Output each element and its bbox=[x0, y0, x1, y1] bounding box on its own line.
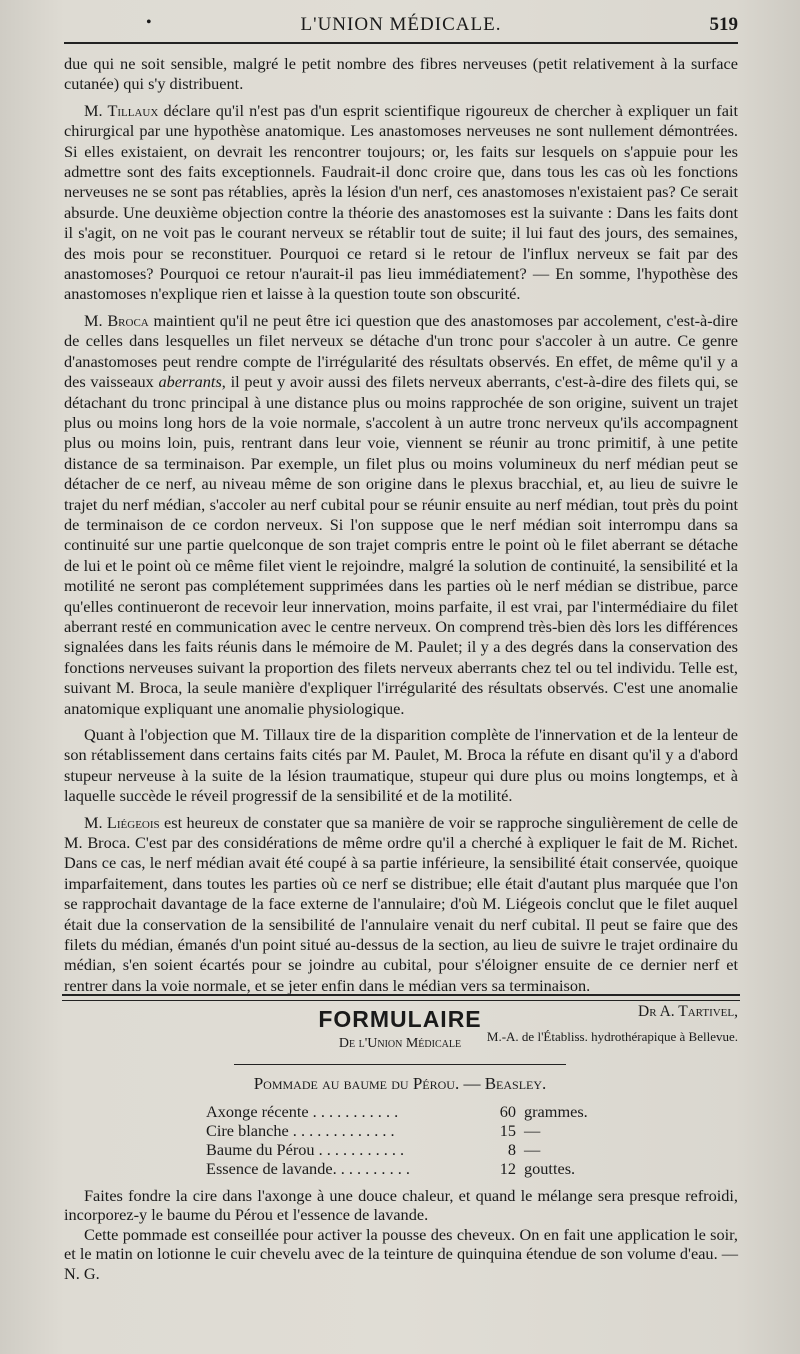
header-ornament: • bbox=[146, 14, 152, 31]
ingredient-name: Baume du Pérou bbox=[206, 1140, 315, 1159]
leader-dots: . . . . . . . . . . . . . bbox=[288, 1121, 395, 1140]
leader-dots: . . . . . . . . . . bbox=[332, 1159, 410, 1178]
paragraph-text: déclare qu'il n'est pas d'un esprit scientifique rigoureux de chercher à expliquer un fait chirurgical par une hypothèse anatomique. Les anastomoses nerveuses ne sont nullement démontrées. Si elles existaient, on devrait les rencontrer toujours; or, les faits sur lesquels on s'appuie pour les admettre sont des faits exceptionnels. Faudrait-il donc croire que, dans tous les cas où les fonctions nerveuses ne se sont pas rétablies, après la lésion d'un nerf, ces anastomoses n'existaient pas? Ce serait absurde. Une deuxième objection contre la théorie des anastomoses est la suivante : Dans les faits dont il s'agit, on ne voit pas le courant nerveux se rétablir tout de suite; il lui faut des jours, des semaines, des mois pour se reconstituer. Pourquoi ce retard si le retour de l'influx nerveux se fait par des anastomoses? Pourquoi ce retour n'aurait-il pas lieu immédiatement? — En somme, l'hypothèse des anastomoses n'explique rien et laisse à la question toute son obscurité. bbox=[64, 100, 739, 304]
paragraph-liegeois bbox=[64, 813, 738, 997]
paragraph-objection: Quant à l'objection que M. Tillaux tire de la disparition complète de l'innervation et de la lenteur de son rétablissement dans certains faits cités par M. Paulet, M. Broca la réfute en disant qu'il y a d'abord stupeur nerveuse à la suite de la lésion traumatique, stupeur qui dure plus ou moins longtemps, et à laquelle succède le réveil progressif de la sensibilité et de la motilité. bbox=[64, 725, 738, 806]
leader-dots: . . . . . . . . . . . bbox=[314, 1140, 405, 1159]
ingredient-quantity: 15 bbox=[499, 1121, 516, 1140]
ingredient-unit: — bbox=[524, 1121, 541, 1140]
paragraph-text: , il peut y avoir aussi des filets nerveux aberrants, c'est-à-dire des filets qui, se détachant du tronc principal à une distance plus ou moins rapprochée de son origine, suivent un trajet plus ou moins long hors de la voie normale, s'accolent à un autre tronc nerveux qu'ils accompagnent plus ou moins loin, puis, rentrant dans leur voie, viennent se réunir au tronc primitif, à une petite distance de sa terminaison. Par exemple, un filet plus ou moins volumineux du nerf médian peut se détacher de ce nerf, au niveau même de son origine dans le plexus bracchial, et, au lieu de suivre le trajet du nerf médian, s'accoler au nerf cubital pour se réunir ensuite au nerf médian, tout près du point de terminaison de ce cordon nerveux. Si l'on suppose que le nerf médian soit interrompu dans sa continuité sur une partie quelconque de son trajet compris entre le point où le filet aberrant se détache de lui et le point où ce même filet vient le rejoindre, malgré la solution de continuité, la sensibilité et la motilité ne seront pas complétement supprimées dans les parties où le nerf médian se distribue, parce qu'elles continueront de recevoir leur innervation, moins parfaite, il est vrai, par l'intermédiaire du filet aberrant resté en communication avec le centre nerveux. On comprend très-bien dès lors les différences signalées dans les faits réunis dans le mémoire de M. Paulet; il y a des degrés dans la conservation des fonctions nerveuses suivant la proportion des filets nerveux aberrants chez tel ou tel individu. Telle est, suivant M. Broca, la seule manière d'expliquer l'irrégularité des résultats observés. C'est une anomalie anatomique expliquant une anomalie physiologique. bbox=[64, 372, 738, 718]
ingredient-quantity: 60 bbox=[499, 1102, 516, 1121]
recipe-title: Pommade au baume du Pérou. — Beasley. bbox=[253, 1074, 547, 1093]
page-header bbox=[64, 10, 738, 44]
speaker-name: M. Liégeois bbox=[84, 812, 160, 832]
ingredient-row bbox=[206, 1140, 596, 1159]
ingredient-unit: grammes. bbox=[524, 1102, 588, 1121]
paragraph-text: est heureux de constater que sa manière de voir se rapproche singulièrement de celle de M. Broca. C'est par des considérations de même ordre qu'il a cherché à expliquer le fait de M. Richet. Dans ce cas, le nerf médian avait été coupé à sa partie inférieure, la sensibilité était conservée, quoique imparfaitement, dans toutes les parties où ce nerf se distribue; elle était d'autant plus marquée que l'on se rapprochait davantage de la face externe de l'annulaire; d'où M. Liégeois conclut que le filet auquel était due la conservation de la sensibilité de l'annulaire venait du nerf cubital. Il peut se faire que des filets du médian, émanés d'un point situé au-dessus de la section, au lieu de suivre le trajet ordinaire du médian, s'en soient écartés pour se joindre au cubital, pour s'éloigner ensuite de ce dernier nerf et rentrer dans la voie normale, et se jeter enfin dans le médian vers sa terminaison. bbox=[64, 812, 738, 995]
speaker-name: M. Tillaux bbox=[84, 100, 159, 120]
section-title: FORMULAIRE bbox=[318, 1006, 482, 1032]
ingredient-list bbox=[206, 1102, 596, 1178]
section-divider bbox=[62, 994, 740, 1001]
ingredient-row bbox=[206, 1121, 596, 1140]
instruction-paragraph: Faites fondre la cire dans l'axonge à une douce chaleur, et quand le mélange sera presque refroidi, incorporez-y le baume du Pérou et l'essence de lavande. bbox=[64, 1186, 738, 1225]
section-subtitle: De l'Union Médicale bbox=[338, 1036, 462, 1051]
page-number: 519 bbox=[709, 14, 738, 35]
ingredient-name: Axonge récente bbox=[206, 1102, 309, 1121]
paragraph-continuation: due qui ne soit sensible, malgré le petit nombre des fibres nerveuses (petit relativement à la surface cutanée) qui s'y distribuent. bbox=[64, 54, 738, 94]
author-signature: Dr A. Tartivel, bbox=[638, 1003, 738, 1021]
paragraph-tillaux bbox=[64, 101, 738, 305]
ingredient-quantity: 12 bbox=[499, 1159, 516, 1178]
ingredient-name: Cire blanche bbox=[206, 1121, 289, 1140]
subtitle-rule bbox=[234, 1064, 566, 1065]
leader-dots: . . . . . . . . . . . bbox=[308, 1102, 399, 1121]
article-body bbox=[64, 54, 738, 1047]
ingredient-row bbox=[206, 1102, 596, 1121]
ingredient-row bbox=[206, 1159, 596, 1178]
ingredient-unit: — bbox=[524, 1140, 541, 1159]
recipe-instructions bbox=[64, 1186, 738, 1283]
ingredient-name: Essence de lavande bbox=[206, 1159, 333, 1178]
instruction-paragraph: Cette pommade est conseillée pour activer la pousse des cheveux. On en fait une application le soir, et le matin on lotionne le cuir chevelu avec de la teinture de quinquina étendue de son volume d'eau. — N. G. bbox=[64, 1224, 738, 1283]
speaker-name: M. Broca bbox=[84, 310, 149, 330]
italic-term: aberrants bbox=[158, 372, 222, 392]
ingredient-quantity: 8 bbox=[507, 1140, 516, 1159]
paragraph-text: maintient qu'il ne peut être ici question que des anastomoses par accolement, c'est-à-dire de celles dans lesquelles un filet nerveux se détache d'un tronc pour s'accoler à un autre. Ce genre d'anastomoses peut rendre compte de l'irrégularité des résultats observés. En effet, de même qu'il y a des vaisseaux bbox=[64, 310, 738, 392]
author-affiliation: M.-A. de l'Établiss. hydrothérapique à Bellevue. bbox=[486, 1028, 738, 1044]
running-title: L'UNION MÉDICALE. bbox=[300, 14, 502, 35]
ingredient-unit: gouttes. bbox=[524, 1159, 576, 1178]
paragraph-broca bbox=[64, 311, 738, 719]
